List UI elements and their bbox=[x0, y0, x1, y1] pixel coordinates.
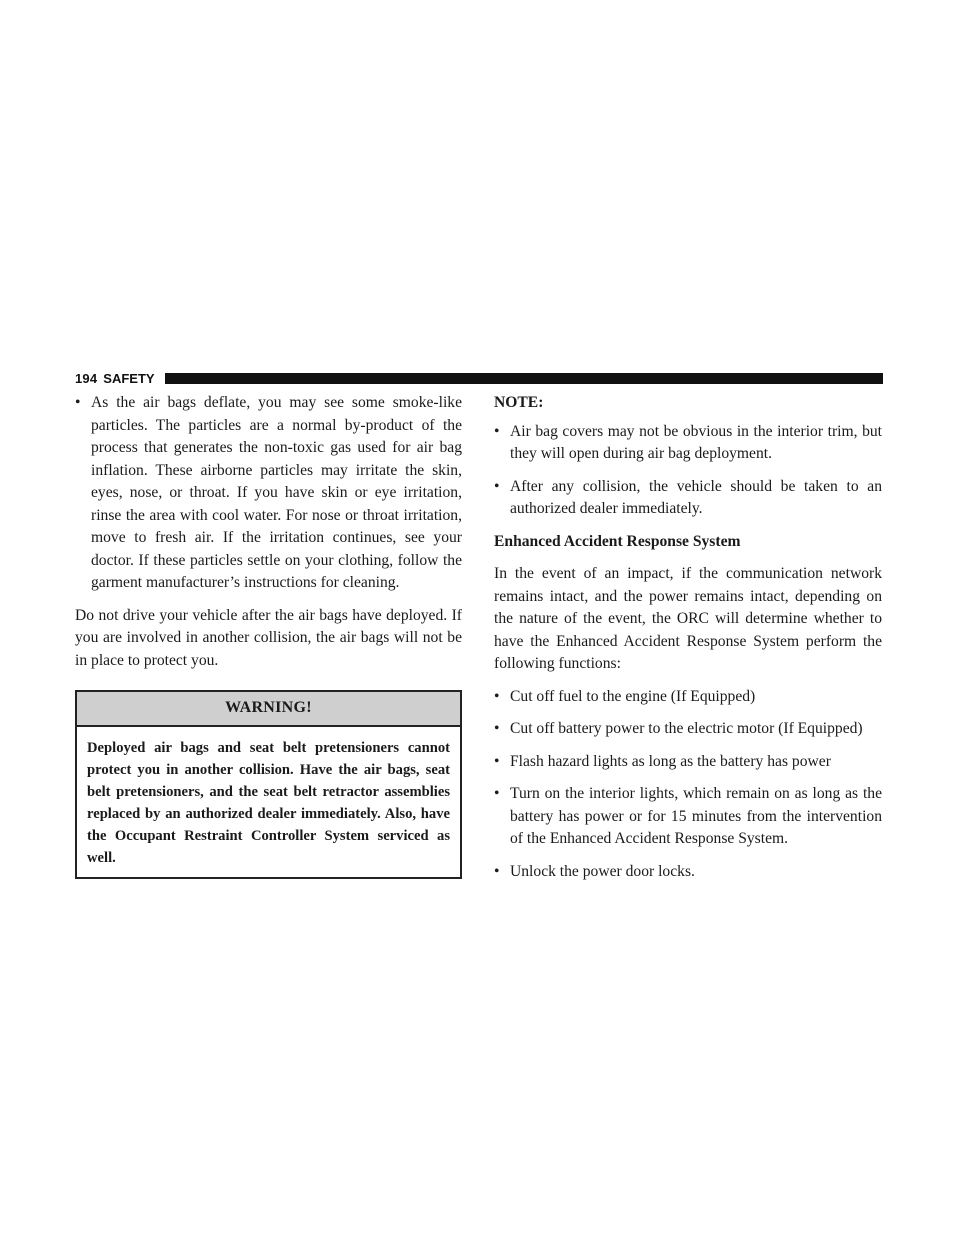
bullet-icon: • bbox=[494, 422, 500, 440]
note-label: NOTE: bbox=[494, 394, 544, 411]
list-item bbox=[494, 751, 882, 774]
bullet-text: As the air bags deflate, you may see some smoke-like particles. The particles are a normal by-product of the process that generates the non-toxic gas used for air bag inflation. These airborne particles may irritate the skin, eyes, nose, or throat. If you have skin or eye irritation, rinse the area with cool water. For nose or throat irritation, move to fresh air. If the irritation continues, see your doctor. If these particles settle on your clothing, follow the garment manufacturer’s instructions for cleaning. bbox=[91, 394, 462, 591]
bullet-icon: • bbox=[494, 477, 500, 495]
bullet-text: Unlock the power door locks. bbox=[510, 862, 695, 880]
header-rule bbox=[165, 373, 883, 384]
body-paragraph: In the event of an impact, if the communication network remains intact, and the power remains intact, depending on the nature of the event, the ORC will determine whether to have the Enhanced Accident Response System perform the following functions: bbox=[494, 565, 882, 672]
bullet-text: After any collision, the vehicle should be taken to an authorized dealer immediately. bbox=[510, 477, 882, 517]
bullet-icon: • bbox=[494, 720, 500, 737]
list-item bbox=[75, 392, 462, 595]
section-heading: Enhanced Accident Response System bbox=[494, 532, 741, 550]
right-column bbox=[494, 392, 882, 893]
bullet-text: Cut off fuel to the engine (If Equipped) bbox=[510, 687, 756, 705]
warning-title: WARNING! bbox=[77, 692, 460, 727]
list-item bbox=[494, 783, 882, 851]
warning-body: Deployed air bags and seat belt pretensioners cannot protect you in another collision. Have the air bags, seat belt pretensioners, and the seat belt retractor assemblies replaced by an authorized dealer immediately. Also, have the Occupant Restraint Controller System serviced as well. bbox=[87, 739, 450, 866]
bullet-icon: • bbox=[494, 687, 500, 705]
bullet-text: Flash hazard lights as long as the battery has power bbox=[510, 752, 831, 770]
list-item bbox=[494, 686, 882, 709]
left-column bbox=[75, 392, 462, 879]
page-number: 194 bbox=[75, 370, 98, 386]
page-header bbox=[75, 370, 883, 386]
bullet-icon: • bbox=[494, 785, 500, 802]
list-item bbox=[494, 861, 882, 884]
body-paragraph: Do not drive your vehicle after the air bags have deployed. If you are involved in another collision, the air bags will not be in place to protect you. bbox=[75, 606, 462, 669]
bullet-text: Air bag covers may not be obvious in the interior trim, but they will open during air bag deployment. bbox=[510, 422, 882, 462]
bullet-icon: • bbox=[494, 862, 500, 880]
bullet-text: Turn on the interior lights, which remain on as long as the battery has power or for 15 minutes from the intervention of the Enhanced Accident Response System. bbox=[510, 785, 882, 847]
list-item bbox=[494, 421, 882, 466]
bullet-icon: • bbox=[75, 394, 81, 411]
list-item bbox=[494, 476, 882, 521]
section-title: SAFETY bbox=[103, 370, 155, 386]
bullet-text: Cut off battery power to the electric motor (If Equipped) bbox=[510, 720, 863, 737]
bullet-icon: • bbox=[494, 752, 500, 770]
list-item bbox=[494, 718, 882, 741]
warning-box bbox=[75, 690, 462, 879]
